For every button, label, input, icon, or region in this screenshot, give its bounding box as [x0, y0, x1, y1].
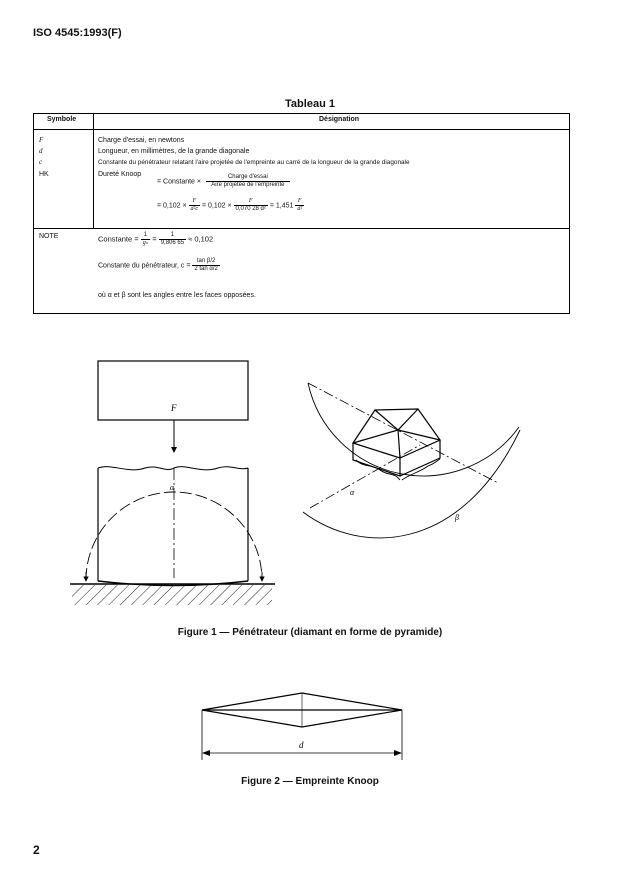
- specimen-hatching: [72, 585, 272, 605]
- beta-axis: [308, 383, 498, 483]
- document-header: ISO 4545:1993(F): [33, 27, 122, 39]
- hk-frac-c: [295, 198, 304, 213]
- note-penetrateur-formula: [98, 258, 220, 273]
- note-constante-prefix: Constante =: [98, 234, 139, 244]
- hk-frac-b-num: F: [234, 198, 268, 206]
- label-alpha-3d: α: [350, 488, 355, 497]
- hk-frac-b-den: 0,070 28 d²: [235, 206, 266, 212]
- designation-HK: Dureté Knoop: [98, 171, 142, 178]
- hk-fraction: [206, 174, 290, 189]
- label-alpha: α: [170, 483, 175, 492]
- table-header-row: [34, 114, 569, 130]
- note-frac-g-den: 9,806 65: [160, 240, 185, 246]
- alpha-axis: [310, 445, 420, 508]
- designation-d: Longueur, en millimètres, de la grande diagonale: [98, 148, 250, 155]
- hk-frac-a: [189, 198, 200, 213]
- note-constante-formula: [98, 232, 213, 247]
- note-tan-beta: tan β/2: [192, 258, 219, 266]
- figure-2-drawing: [0, 680, 620, 770]
- page-number: 2: [33, 843, 40, 857]
- dim-arrow-left: [202, 750, 210, 756]
- symbol-d: d: [39, 147, 43, 155]
- beta-arc: [308, 383, 519, 476]
- hk-formula-line2: [157, 198, 304, 213]
- symbol-HK: HK: [39, 171, 49, 178]
- label-F: F: [171, 403, 177, 413]
- designation-F: Charge d'essai, en newtons: [98, 137, 185, 144]
- hk-term-a: = 0,102 ×: [157, 202, 187, 210]
- indenter-tip: [98, 581, 248, 586]
- table-1: [33, 113, 570, 314]
- hk-frac-c-num: F: [295, 198, 304, 206]
- hk-term-c: = 1,451: [269, 202, 294, 210]
- note-frac-g: [159, 232, 186, 247]
- outer-arc: [303, 430, 520, 538]
- hk-term-b: = 0,102 ×: [201, 202, 232, 210]
- hk-frac-c-den: d²: [297, 206, 303, 212]
- note-penetrateur-prefix: Constante du pénétrateur, c =: [98, 262, 191, 270]
- note-eq: =: [152, 234, 157, 244]
- hk-frac-b: [234, 198, 268, 213]
- header-designation: Désignation: [319, 116, 360, 123]
- hk-numerator: Charge d'essai: [206, 174, 290, 182]
- label-d: d: [299, 740, 304, 750]
- note-frac-gn-den: gₙ: [142, 240, 149, 246]
- symbol-F: F: [39, 136, 44, 144]
- note-frac-gn: [141, 232, 150, 247]
- note-separator: [34, 228, 569, 229]
- hk-lhs: = Constante ×: [157, 178, 201, 186]
- hk-frac-a-den: d²c: [190, 206, 199, 212]
- label-beta: β: [455, 513, 459, 522]
- header-symbole: Symbole: [47, 116, 77, 123]
- note-frac-g-num: 1: [159, 232, 186, 240]
- hk-denominator: Aire projetée de l'empreinte: [211, 182, 285, 188]
- symbol-c: c: [39, 158, 43, 166]
- note-approx: ≈ 0,102: [188, 234, 214, 244]
- note-frac-gn-num: 1: [141, 232, 150, 240]
- pyramid-view: [353, 409, 440, 480]
- column-divider: [93, 114, 94, 228]
- table-title: Tableau 1: [285, 98, 335, 110]
- figure-1-caption: Figure 1 — Pénétrateur (diamant en forme de pyramide): [177, 627, 443, 638]
- note-tan-frac: [192, 258, 219, 273]
- break-line: [98, 467, 248, 470]
- note-label: NOTE: [39, 233, 59, 240]
- figure-1-drawing: [0, 340, 620, 625]
- note-angles-text: où α et β sont les angles entre les faces opposées.: [98, 292, 256, 299]
- designation-c: Constante du pénétrateur relatant l'aire projetée de l'empreinte au carré de la longueur de la grande diagonale: [98, 159, 410, 166]
- dim-arrow-right: [394, 750, 402, 756]
- note-two-tan-alpha: 2 tan α/2: [194, 266, 218, 272]
- figure-2-caption: Figure 2 — Empreinte Knoop: [241, 776, 379, 787]
- hk-formula-line1: [157, 174, 290, 189]
- hk-frac-a-num: F: [189, 198, 200, 206]
